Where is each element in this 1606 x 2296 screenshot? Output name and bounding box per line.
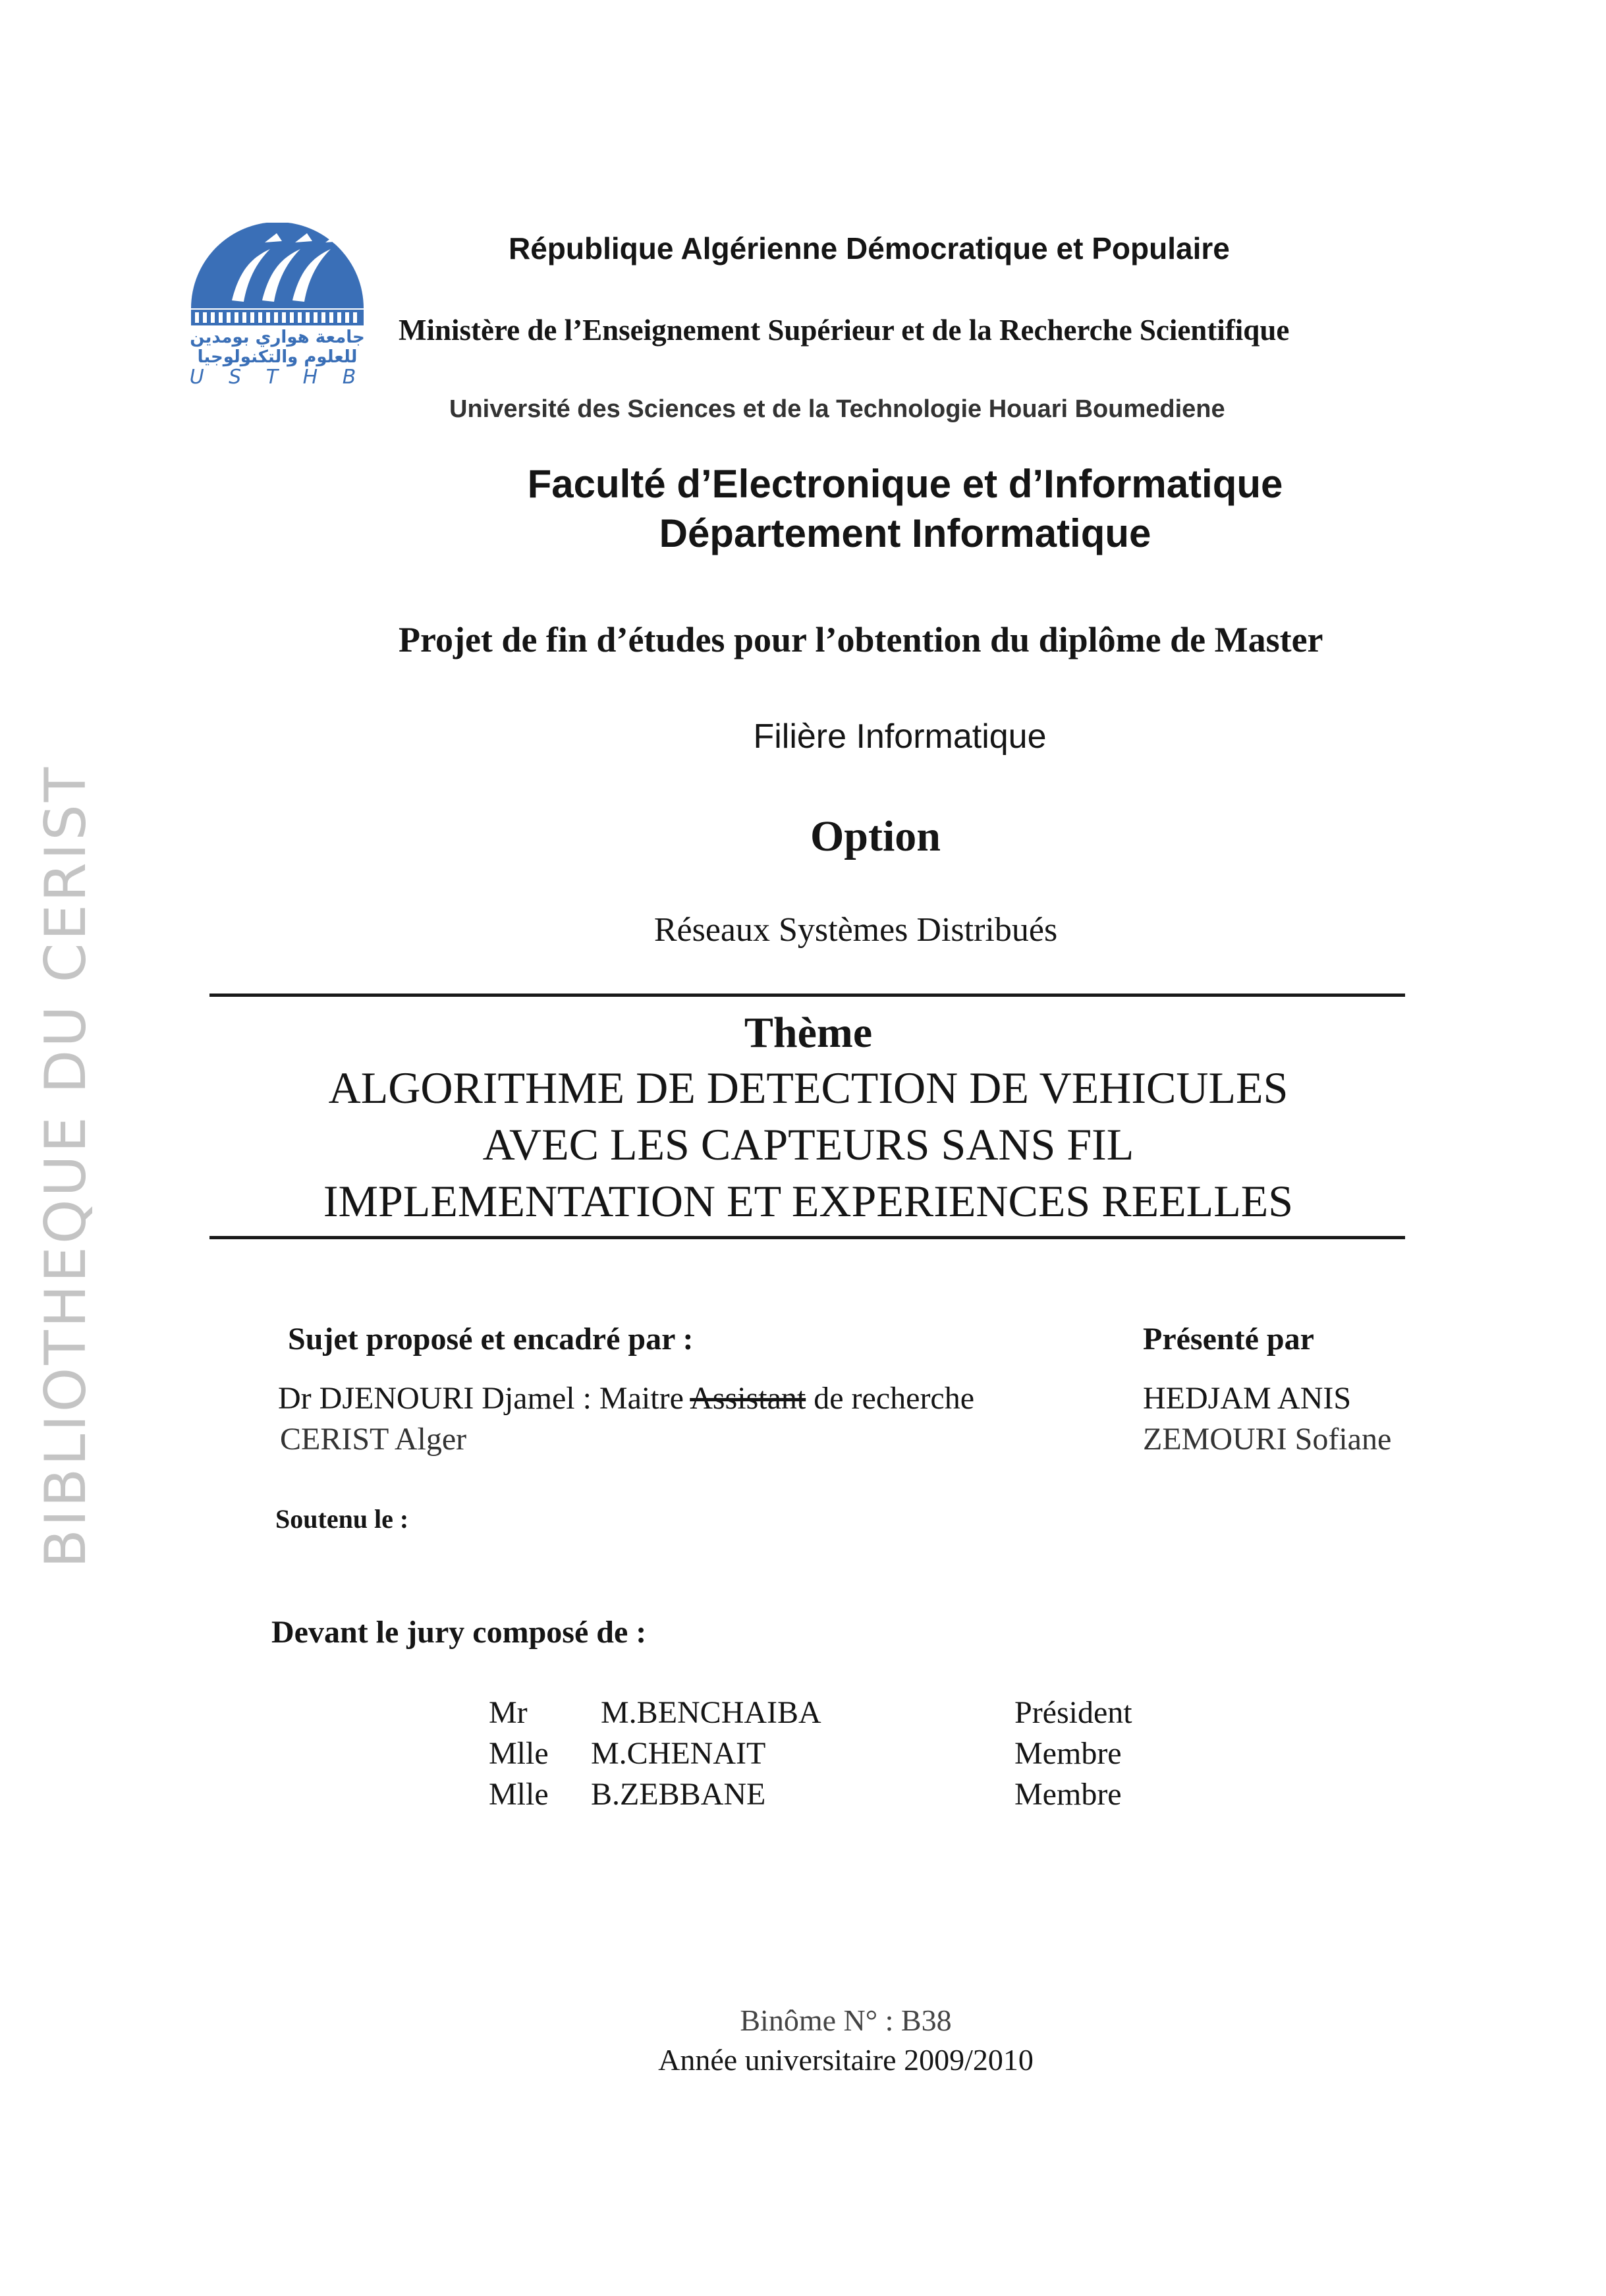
jury-member-title: Mr — [489, 1695, 528, 1730]
student-name: HEDJAM ANIS — [1143, 1381, 1352, 1416]
supervisor-name — [278, 1380, 974, 1416]
theme-line3: IMPLEMENTATION ET EXPERIENCES REELLES — [323, 1176, 1294, 1226]
supervisor-label: Sujet proposé et encadré par : — [288, 1322, 694, 1357]
supervisor-name-suffix: de recherche — [806, 1381, 975, 1416]
header-republic: République Algérienne Démocratique et Populaire — [509, 231, 1230, 266]
jury-label: Devant le jury composé de : — [271, 1615, 647, 1650]
header-faculty: Faculté d’Electronique et d’Informatique — [527, 462, 1283, 506]
logo-arabic-line2: للعلوم والتكنولوجيا — [197, 347, 358, 367]
jury-member-role: Président — [1014, 1695, 1132, 1730]
supervisor-affiliation: CERIST Alger — [280, 1422, 467, 1457]
university-logo — [186, 223, 369, 387]
student-name: ZEMOURI Sofiane — [1143, 1422, 1392, 1457]
supervisor-name-prefix: Dr DJENOURI Djamel : Maitre — [278, 1381, 690, 1416]
option-value: Réseaux Systèmes Distribués — [653, 911, 1058, 949]
jury-member-name: M.BENCHAIBA — [601, 1695, 821, 1730]
jury-member-title: Mlle — [489, 1777, 549, 1812]
logo-latin: U S T H B — [189, 366, 366, 387]
jury-member-row — [489, 1694, 1279, 1734]
project-title: Projet de fin d’études pour l’obtention du diplôme de Master — [399, 620, 1323, 659]
theme-line2: AVEC LES CAPTEURS SANS FIL — [482, 1119, 1134, 1169]
project-filiere: Filière Informatique — [753, 717, 1047, 756]
theme-label: Thème — [744, 1009, 873, 1057]
theme-line1: ALGORITHME DE DETECTION DE VEHICULES — [328, 1063, 1288, 1113]
header-ministry: Ministère de l’Enseignement Supérieur et de la Recherche Scientifique — [399, 314, 1290, 347]
theme-bottom-rule — [209, 1236, 1405, 1239]
option-label: Option — [810, 812, 941, 860]
logo-arabic-line1: جامعة هواري بومدين — [190, 327, 365, 347]
supervisor-struck-word: Assistant — [690, 1381, 806, 1416]
jury-member-row — [489, 1735, 1279, 1775]
usthb-emblem-icon — [186, 223, 369, 387]
presented-label: Présenté par — [1143, 1322, 1314, 1357]
binome-number: Binôme N° : B38 — [740, 2003, 952, 2037]
header-department: Département Informatique — [659, 511, 1151, 555]
watermark: BIBLIOTHEQUE DU CERIST — [33, 764, 99, 1568]
academic-year: Année universitaire 2009/2010 — [658, 2043, 1034, 2077]
jury-member-role: Membre — [1014, 1736, 1122, 1771]
jury-member-name: M.CHENAIT — [591, 1736, 766, 1771]
jury-member-row — [489, 1776, 1279, 1816]
jury-member-role: Membre — [1014, 1777, 1122, 1812]
theme-top-rule — [209, 994, 1405, 997]
jury-member-title: Mlle — [489, 1736, 549, 1771]
jury-member-name: B.ZEBBANE — [591, 1777, 766, 1812]
header-university: Université des Sciences et de la Technologie Houari Boumediene — [449, 395, 1225, 423]
defense-label: Soutenu le : — [275, 1504, 409, 1534]
